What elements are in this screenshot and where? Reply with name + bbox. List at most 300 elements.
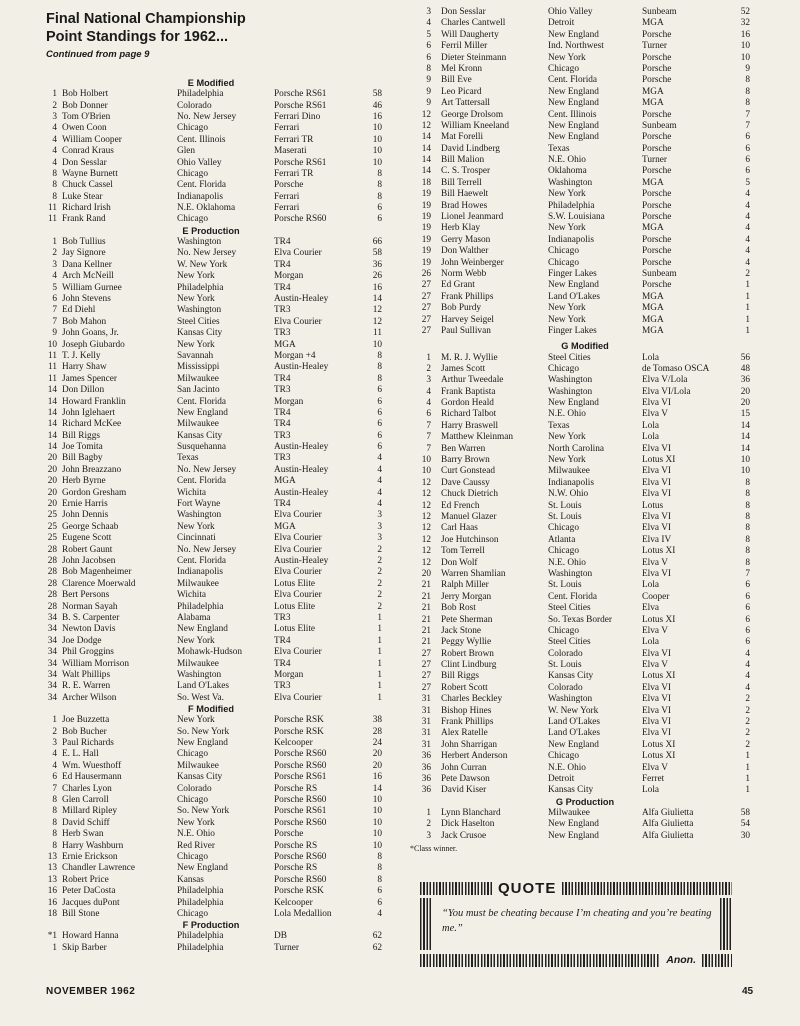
points: 8 — [377, 191, 382, 202]
driver-region: St. Louis — [548, 500, 582, 511]
standing-rank: 3 — [52, 111, 57, 122]
driver-name: Dave Caussy — [441, 477, 490, 488]
standings-row — [36, 101, 386, 112]
standings-row — [410, 132, 760, 143]
driver-name: Joseph Giubardo — [62, 339, 125, 350]
standing-rank: 21 — [421, 625, 431, 636]
driver-region: Mississippi — [177, 362, 220, 373]
standing-rank: 16 — [47, 897, 57, 908]
standings-row — [36, 715, 386, 726]
car-model: Porsche — [274, 829, 304, 840]
standings-row — [410, 671, 760, 682]
driver-region: Cent. Florida — [177, 396, 227, 407]
standings-row — [36, 123, 386, 134]
points: 6 — [377, 419, 382, 430]
car-model: Porsche RS — [274, 783, 318, 794]
points: 10 — [372, 123, 382, 134]
points: 8 — [745, 500, 750, 511]
driver-region: Cent. Florida — [548, 75, 598, 86]
driver-region: Land O'Lakes — [177, 681, 230, 692]
standing-rank: 36 — [421, 785, 431, 796]
driver-region: New England — [548, 739, 599, 750]
points: 10 — [372, 840, 382, 851]
standing-rank: 12 — [421, 557, 431, 568]
car-model: Lotus XI — [642, 546, 676, 557]
car-model: Ferrari — [274, 191, 300, 202]
driver-region: Philadelphia — [548, 200, 595, 211]
driver-region: No. New Jersey — [177, 464, 237, 475]
driver-region: Chicago — [548, 625, 579, 636]
standings-row — [36, 488, 386, 499]
points: 6 — [745, 166, 750, 177]
points: 10 — [372, 146, 382, 157]
standing-rank: 11 — [48, 214, 57, 225]
driver-name: E. L. Hall — [62, 749, 99, 760]
car-model: Elva — [642, 603, 660, 614]
driver-name: John Curran — [441, 762, 487, 773]
driver-name: Barry Brown — [441, 455, 490, 466]
car-model: Porsche RSK — [274, 886, 324, 897]
standing-rank: 8 — [52, 180, 57, 191]
driver-name: Dieter Steinmann — [441, 52, 507, 63]
points: 32 — [740, 18, 750, 29]
standings-row — [36, 465, 386, 476]
points: 1 — [745, 762, 750, 773]
points: 10 — [372, 157, 382, 168]
standing-rank: 1 — [52, 715, 57, 726]
points: 8 — [745, 98, 750, 109]
driver-region: Kansas City — [177, 772, 223, 783]
standings-row — [36, 818, 386, 829]
standings-row — [410, 144, 760, 155]
standings-row — [36, 431, 386, 442]
driver-region: Kansas City — [548, 785, 594, 796]
driver-name: Millard Ripley — [62, 806, 118, 817]
driver-region: New York — [548, 314, 586, 325]
car-model: Elva V/Lola — [642, 375, 688, 386]
points: 8 — [745, 557, 750, 568]
car-model: Lola Medallion — [274, 908, 332, 919]
standing-rank: 36 — [421, 751, 431, 762]
driver-region: Chicago — [548, 363, 579, 374]
standing-rank: 21 — [421, 637, 431, 648]
standings-row — [36, 727, 386, 738]
standing-rank: 18 — [421, 177, 431, 188]
driver-region: Philadelphia — [177, 282, 224, 293]
driver-name: Ernie Erickson — [62, 851, 118, 862]
driver-region: Oklahoma — [548, 166, 587, 177]
standings-row — [36, 863, 386, 874]
points: 1 — [745, 751, 750, 762]
points: 2 — [377, 601, 382, 612]
car-model: Austin-Healey — [274, 464, 329, 475]
car-model: Austin-Healey — [274, 362, 329, 373]
car-model: Ferret — [642, 773, 665, 784]
driver-name: Newton Davis — [62, 624, 116, 635]
standing-rank: 11 — [48, 362, 57, 373]
standing-rank: 5 — [426, 29, 431, 40]
standing-rank: 6 — [426, 409, 431, 420]
driver-name: Jay Signore — [62, 248, 106, 259]
standings-row — [410, 315, 760, 326]
car-model: Lola — [642, 580, 660, 591]
section-title: G Modified — [561, 341, 609, 352]
driver-region: Chicago — [177, 749, 208, 760]
driver-name: Peter DaCosta — [62, 886, 116, 897]
car-model: TR3 — [274, 453, 291, 464]
car-model: Lola — [642, 420, 660, 431]
points: 8 — [745, 511, 750, 522]
driver-region: Washington — [177, 510, 222, 521]
car-model: Turner — [642, 155, 667, 166]
standings-row — [410, 569, 760, 580]
standing-rank: 14 — [47, 430, 57, 441]
driver-name: Frank Phillips — [441, 717, 494, 728]
points: 14 — [372, 783, 382, 794]
points: 56 — [740, 352, 750, 363]
standings-row — [36, 248, 386, 259]
car-model: Lotus — [642, 500, 664, 511]
points: 28 — [372, 726, 382, 737]
driver-name: Leo Picard — [441, 86, 482, 97]
driver-region: New York — [177, 635, 215, 646]
points: 1 — [377, 624, 382, 635]
points: 1 — [377, 612, 382, 623]
car-model: Elva VI — [642, 648, 672, 659]
car-model: Porsche — [642, 132, 672, 143]
driver-name: Don Sesslar — [62, 157, 107, 168]
driver-region: Cent. Florida — [548, 591, 598, 602]
standings-row — [410, 819, 760, 830]
standing-rank: 20 — [47, 499, 57, 510]
points: 7 — [745, 109, 750, 120]
driver-name: Chuck Dietrich — [441, 489, 499, 500]
quote-border-right — [720, 898, 732, 950]
points: 4 — [377, 499, 382, 510]
car-model: TR4 — [274, 419, 291, 430]
driver-name: Richard McKee — [62, 419, 122, 430]
car-model: MGA — [274, 521, 296, 532]
points: 52 — [740, 7, 750, 17]
points: 1 — [377, 669, 382, 680]
driver-name: Robert Price — [62, 874, 109, 885]
standings-row — [36, 613, 386, 624]
car-model: TR4 — [274, 658, 291, 669]
car-model: Elva VI — [642, 466, 672, 477]
standing-rank: 3 — [426, 7, 431, 17]
car-model: de Tomaso OSCA — [642, 363, 710, 374]
driver-region: New York — [177, 521, 215, 532]
points: 4 — [377, 464, 382, 475]
driver-name: Will Daugherty — [441, 29, 499, 40]
standings-row — [410, 706, 760, 717]
standing-rank: 8 — [52, 829, 57, 840]
driver-name: John Goans, Jr. — [62, 328, 119, 339]
driver-name: Ferril Miller — [441, 41, 488, 52]
driver-name: Don Wolf — [441, 557, 478, 568]
driver-name: Herb Klay — [441, 223, 480, 234]
standing-rank: 12 — [421, 109, 431, 120]
driver-name: Luke Stear — [62, 191, 103, 202]
points: 58 — [372, 89, 382, 100]
car-model: Porsche RSK — [274, 726, 324, 737]
car-model: Ferrari — [274, 123, 300, 134]
driver-region: New England — [548, 398, 599, 409]
driver-region: St. Louis — [548, 660, 582, 671]
car-model: Elva Courier — [274, 533, 322, 544]
driver-name: Norman Sayah — [62, 601, 118, 612]
standing-rank: 25 — [47, 510, 57, 521]
points: 4 — [745, 246, 750, 257]
driver-region: Fort Wayne — [177, 499, 221, 510]
driver-name: Gordon Gresham — [62, 487, 127, 498]
standings-row — [36, 624, 386, 635]
standing-rank: 28 — [47, 578, 57, 589]
standings-row — [36, 943, 386, 954]
points: 8 — [745, 534, 750, 545]
car-model: MGA — [274, 476, 296, 487]
driver-region: Colorado — [177, 783, 212, 794]
driver-name: Wm. Wuesthoff — [62, 760, 122, 771]
standings-row — [410, 64, 760, 75]
standing-rank: 16 — [47, 886, 57, 897]
car-model: Porsche — [642, 75, 672, 86]
driver-name: Harry Shaw — [62, 362, 107, 373]
section-title: F Production — [182, 920, 240, 931]
driver-region: Milwaukee — [177, 578, 219, 589]
standings-row — [36, 556, 386, 567]
car-model: Turner — [274, 942, 299, 953]
driver-name: Ernie Harris — [62, 499, 108, 510]
car-model: Porsche — [642, 29, 672, 40]
driver-region: North Carolina — [548, 443, 605, 454]
standings-row — [36, 886, 386, 897]
driver-region: Indianapolis — [177, 567, 223, 578]
standings-row — [36, 89, 386, 100]
driver-region: N.W. Ohio — [548, 489, 589, 500]
standings-row — [410, 223, 760, 234]
driver-name: Don Dillon — [62, 385, 105, 396]
driver-name: Tom Terrell — [441, 546, 485, 557]
standing-rank: 4 — [52, 271, 57, 282]
points: 10 — [372, 817, 382, 828]
standing-rank: 12 — [421, 500, 431, 511]
driver-name: Alex Ratelle — [441, 728, 488, 739]
driver-name: Bob Donner — [62, 100, 108, 111]
standings-row — [410, 398, 760, 409]
driver-name: Archer Wilson — [62, 692, 117, 703]
car-model: Porsche RS61 — [274, 806, 327, 817]
car-model: Alfa Giulietta — [642, 830, 694, 841]
points: 10 — [372, 339, 382, 350]
points: 8 — [377, 863, 382, 874]
driver-region: New England — [177, 863, 228, 874]
standing-rank: 10 — [421, 466, 431, 477]
driver-region: Finger Lakes — [548, 268, 597, 279]
points: 36 — [740, 375, 750, 386]
driver-name: Richard Irish — [62, 203, 111, 214]
driver-name: James Scott — [441, 363, 486, 374]
standing-rank: *1 — [47, 931, 57, 942]
driver-name: Bill Terrell — [441, 177, 482, 188]
driver-region: New England — [177, 738, 228, 749]
driver-region: N.E. Ohio — [548, 155, 586, 166]
driver-region: Washington — [177, 305, 222, 316]
standing-rank: 27 — [421, 314, 431, 325]
driver-region: Texas — [548, 420, 570, 431]
standing-rank: 6 — [52, 294, 57, 305]
car-model: Lola — [642, 637, 660, 648]
points: 4 — [377, 453, 382, 464]
driver-region: Atlanta — [548, 534, 576, 545]
driver-name: Tom O'Brien — [62, 111, 111, 122]
driver-name: John Dennis — [62, 510, 109, 521]
driver-region: Texas — [177, 453, 199, 464]
points: 6 — [377, 442, 382, 453]
standing-rank: 7 — [426, 420, 431, 431]
points: 11 — [373, 328, 382, 339]
driver-name: John Jacobsen — [62, 556, 116, 566]
car-model: Alfa Giulietta — [642, 819, 694, 830]
standings-row — [36, 112, 386, 123]
standings-row — [410, 637, 760, 648]
car-model: Elva Courier — [274, 544, 322, 555]
standings-row — [410, 212, 760, 223]
driver-name: William Gurnee — [62, 282, 122, 293]
driver-region: N.E. Ohio — [548, 409, 586, 420]
car-model: Lotus XI — [642, 751, 676, 762]
driver-region: New England — [548, 280, 599, 291]
car-model: DB — [274, 931, 287, 942]
standings-row — [36, 533, 386, 544]
driver-region: Philadelphia — [177, 897, 224, 908]
issue-date: NOVEMBER 1962 — [46, 986, 136, 997]
standings-row — [36, 397, 386, 408]
car-model: Porsche RS61 — [274, 100, 327, 111]
car-model: Kelcooper — [274, 738, 313, 749]
driver-region: Chicago — [177, 795, 208, 805]
points: 4 — [377, 487, 382, 498]
standings-row — [36, 738, 386, 749]
driver-region: Ohio Valley — [177, 157, 222, 168]
car-model: Elva VI — [642, 443, 672, 454]
standings-row — [36, 317, 386, 328]
driver-name: Harry Braswell — [441, 420, 499, 431]
car-model: Lotus XI — [642, 455, 676, 466]
driver-name: T. J. Kelly — [62, 350, 101, 361]
points: 6 — [377, 203, 382, 214]
driver-region: No. New Jersey — [177, 544, 237, 555]
driver-region: Cent. Florida — [177, 476, 227, 487]
driver-region: Ohio Valley — [548, 7, 593, 17]
points: 1 — [745, 314, 750, 325]
driver-region: New York — [177, 294, 215, 305]
driver-region: Chicago — [548, 257, 579, 268]
points: 58 — [740, 807, 750, 818]
driver-region: W. New York — [548, 705, 599, 716]
driver-region: Philadelphia — [177, 942, 224, 953]
driver-name: William Cooper — [62, 134, 122, 145]
points: 6 — [377, 214, 382, 225]
standing-rank: 4 — [52, 123, 57, 134]
points: 6 — [377, 430, 382, 441]
standings-row — [410, 87, 760, 98]
standing-rank: 14 — [421, 155, 431, 166]
standing-rank: 19 — [421, 246, 431, 257]
car-model: TR3 — [274, 612, 291, 623]
driver-region: Detroit — [548, 18, 575, 29]
standing-rank: 12 — [421, 511, 431, 522]
standings-row — [36, 659, 386, 670]
car-model: Austin-Healey — [274, 442, 329, 453]
standing-rank: 14 — [421, 143, 431, 154]
standing-rank: 4 — [426, 18, 431, 29]
standing-rank: 28 — [47, 590, 57, 601]
points: 6 — [745, 132, 750, 143]
driver-name: Pete Dawson — [441, 773, 490, 784]
standings-row — [410, 649, 760, 660]
points: 6 — [377, 385, 382, 396]
standing-rank: 12 — [421, 120, 431, 131]
points: 2 — [377, 544, 382, 555]
driver-name: Bill Malion — [441, 155, 485, 166]
standing-rank: 2 — [52, 100, 57, 111]
points: 6 — [745, 603, 750, 614]
car-model: Porsche RS60 — [274, 817, 327, 828]
standing-rank: 27 — [421, 671, 431, 682]
standings-row — [410, 763, 760, 774]
standing-rank: 34 — [47, 624, 57, 635]
driver-region: St. Louis — [548, 580, 582, 591]
standings-row — [410, 580, 760, 591]
standings-row — [36, 442, 386, 453]
car-model: Porsche RS60 — [274, 795, 327, 805]
standing-rank: 20 — [47, 464, 57, 475]
driver-region: New England — [548, 98, 599, 109]
driver-name: B. S. Carpenter — [62, 612, 120, 623]
standing-rank: 5 — [52, 282, 57, 293]
standings-row — [410, 683, 760, 694]
driver-region: Indianapolis — [548, 477, 594, 488]
standing-rank: 11 — [48, 373, 57, 384]
standing-rank: 31 — [421, 705, 431, 716]
driver-name: David Kiser — [441, 785, 487, 796]
driver-region: Chicago — [548, 546, 579, 557]
standings-row — [410, 535, 760, 546]
standings-row — [36, 419, 386, 430]
right-standings-column — [410, 7, 760, 853]
points: 15 — [740, 409, 750, 420]
standing-rank: 7 — [426, 432, 431, 443]
driver-region: W. New York — [177, 259, 228, 270]
driver-name: Chuck Cassel — [62, 180, 113, 191]
car-model: Ferrari Dino — [274, 111, 321, 122]
driver-region: Glen — [177, 146, 196, 157]
driver-region: Milwaukee — [548, 466, 590, 477]
driver-name: Norm Webb — [441, 268, 487, 279]
points: 2 — [745, 694, 750, 705]
points: 10 — [372, 134, 382, 145]
standing-rank: 12 — [421, 489, 431, 500]
points: 2 — [377, 556, 382, 566]
driver-name: Pete Sherman — [441, 614, 493, 625]
car-model: MGA — [642, 223, 664, 234]
car-model: Lotus Elite — [274, 624, 316, 635]
standings-row — [410, 694, 760, 705]
standings-row — [410, 728, 760, 739]
points: 62 — [372, 942, 382, 953]
standing-rank: 31 — [421, 717, 431, 728]
